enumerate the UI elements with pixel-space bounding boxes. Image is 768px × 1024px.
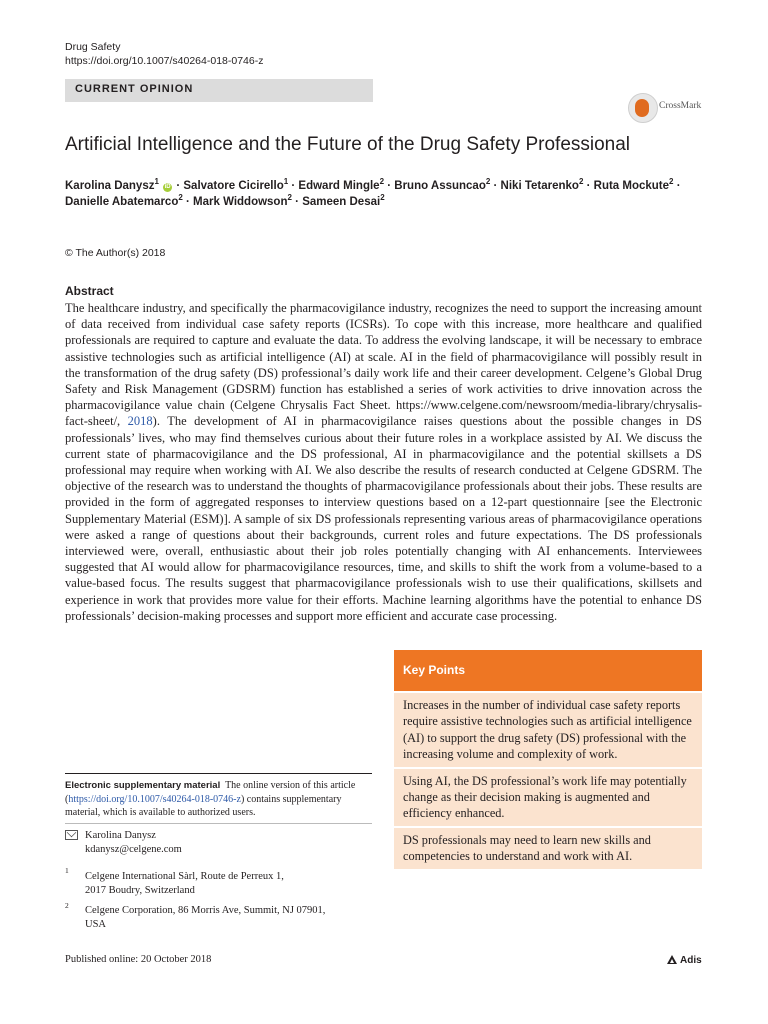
affiliation-number: 1: [65, 866, 69, 875]
affiliation-line: Celgene Corporation, 86 Morris Ave, Summit, NJ 07901,: [85, 905, 326, 916]
author-affiliation: 1: [154, 177, 159, 187]
contact-name: Karolina Danysz: [85, 830, 156, 841]
crossmark-icon: [628, 93, 658, 123]
key-points-heading: Key Points: [394, 650, 702, 691]
author-name[interactable]: Niki Tetarenko: [500, 180, 579, 192]
publication-date: Published online: 20 October 2018: [65, 954, 212, 965]
author-affiliation: 2: [669, 177, 674, 187]
author-name[interactable]: Bruno Assuncao: [394, 180, 486, 192]
author-affiliation: 2: [287, 193, 292, 203]
affiliation-line: 2017 Boudry, Switzerland: [85, 884, 195, 896]
key-point: DS professionals may need to learn new skills and competencies to understand and work with AI.: [394, 828, 702, 869]
author-affiliation: 2: [178, 193, 183, 203]
contact-email[interactable]: kdanysz@celgene.com: [85, 843, 182, 855]
publisher-logo: [667, 955, 702, 966]
corresponding-author: [85, 829, 182, 856]
esm-text-before: The online version of this article (: [65, 780, 356, 805]
key-point: Using AI, the DS professional’s work life may potentially change as their decision making is augmented and efficiency enhanced.: [394, 769, 702, 826]
affiliation-line: USA: [85, 918, 107, 930]
abstract-heading: Abstract: [65, 284, 114, 298]
author-affiliation: 2: [485, 177, 491, 187]
crossmark-button[interactable]: [628, 92, 708, 124]
author-name[interactable]: Ruta Mockute: [593, 180, 670, 192]
publisher-name: Adis: [680, 955, 702, 966]
author-affiliation: 2: [380, 193, 385, 203]
author-name[interactable]: Danielle Abatemarco: [65, 196, 179, 208]
journal-name: Drug Safety: [65, 41, 121, 53]
doi-link[interactable]: https://doi.org/10.1007/s40264-018-0746-z: [65, 55, 264, 67]
esm-text-after: ) contains supplementary material, which is available to authorized users.: [65, 793, 342, 818]
author-affiliation: 1: [283, 177, 289, 187]
footnote-divider: [65, 773, 372, 774]
article-type-label: CURRENT OPINION: [75, 83, 194, 95]
author-name[interactable]: Salvatore Cicirello: [183, 180, 284, 192]
crossmark-label: CrossMark: [659, 101, 702, 111]
affiliation-line: Celgene International Sàrl, Route de Perreux 1,: [85, 871, 284, 882]
author-name[interactable]: Sameen Desai: [302, 196, 381, 208]
affiliation: [85, 870, 284, 897]
author-affiliation: 2: [379, 177, 385, 187]
esm-note: [65, 779, 370, 820]
article-title: Artificial Intelligence and the Future of the Drug Safety Professional: [65, 134, 631, 155]
author-affiliation: 2: [578, 177, 584, 187]
adis-logo-icon: [667, 955, 677, 964]
article-type-banner: [65, 79, 373, 102]
author-name[interactable]: Karolina Danysz: [65, 180, 155, 192]
affiliation: [85, 904, 355, 931]
esm-label: Electronic supplementary material: [65, 780, 221, 791]
author-name[interactable]: Mark Widdowson: [193, 196, 288, 208]
key-points-box: [394, 650, 702, 869]
abstract-part-1: The healthcare industry, and specifically the pharmacovigilance industry, recognizes the need to support the increasing amount of data received from individual case safety reports (ICSRs). To cope with this increase, more healthcare and qualified professionals are required to capture and evaluate the data. To address the evolving landscape, it will be necessary to embrace assistive technologies such as artificial intelligence (AI) at scale. AI in the field of pharmacovigilance will possibly result in the transformation of the drug safety (DS) professional’s daily work life and their career development. Celgene’s Global Drug Safety and Risk Management (GDSRM) function has established a series of work activities to drive innovation across the pharmacovigilance value chain (Celgene Chrysalis Fact Sheet. https://www.celgene.com/newsroom/media-library/chrysalis-fact-sheet/,: [65, 301, 702, 429]
author-list: Karolina Danysz$^1$ iD · Salvatore Cicirello$^1$ · Edward Mingle$^2$ · Bruno Assuncao$^2$ · Niki Tetarenko$^2$ · Ruta Mockute$^2$ · Danielle Abatemarco$^2$ · Mark Widdowson$^2$ · Sameen Desai$^2$: [65, 177, 681, 208]
key-point: Increases in the number of individual case safety reports require assistive technologies such as artificial intelligence (AI) to support the drug safety (DS) professional with the increasing volume and complexity of work.: [394, 693, 702, 767]
orcid-icon[interactable]: iD: [164, 184, 171, 190]
copyright-notice: © The Author(s) 2018: [65, 247, 166, 259]
author-name[interactable]: Edward Mingle: [298, 180, 380, 192]
envelope-icon: [65, 830, 78, 840]
esm-doi-link[interactable]: https://doi.org/10.1007/s40264-018-0746-z: [68, 793, 241, 805]
abstract-part-2: ). The development of AI in pharmacovigilance raises questions about the possible changes in DS professionals’ lives, who may find themselves curious about their future roles in a workplace assisted by AI. We discuss the current state of pharmacovigilance and the DS professional, AI in pharmacovigilance and the potential skillsets a DS professional may require when working with AI. We also describe the results of research conducted at Celgene GDSRM. The objective of the research was to understand the thoughts of pharmacovigilance professionals about their jobs. These results are provided in the form of aggregated responses to interview questions based on a 12-part questionnaire [see the Electronic Supplementary Material (ESM)]. A sample of six DS professionals representing various areas of pharmacovigilance operations were asked a range of questions about their backgrounds, current roles and future expectations. The DS professionals interviewed were, overall, enthusiastic about their job roles potentially changing with AI enhancements. Interviewees suggested that AI would allow for pharmacovigilance resources, time, and skills to shift the work from a volume-based to a value-based focus. The results suggest that pharmacovigilance professionals wish to use their qualifications, skillsets and experience in work that provides more value for their efforts. Machine learning algorithms have the potential to enhance DS professionals’ decision-making processes and support more efficient and accurate case processing.: [65, 414, 702, 623]
contact-divider: [65, 823, 372, 824]
citation-link[interactable]: 2018: [127, 414, 153, 429]
abstract-text: [65, 300, 702, 624]
affiliation-number: 2: [65, 901, 69, 910]
